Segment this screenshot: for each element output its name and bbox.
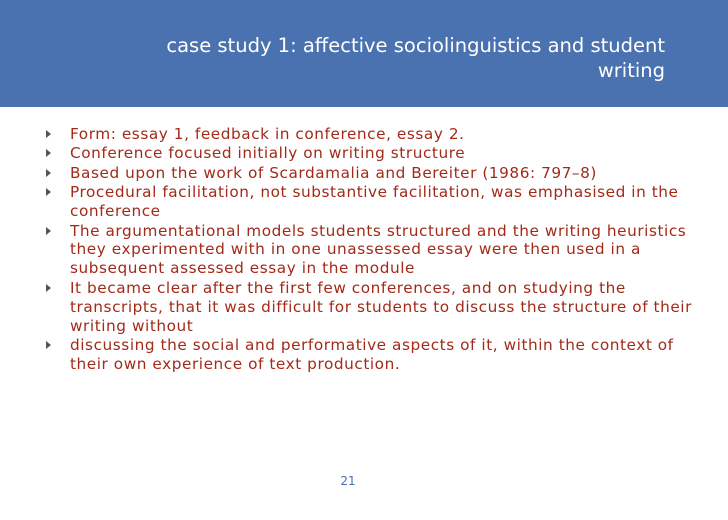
- triangle-right-icon: [46, 169, 51, 177]
- slide-title: case study 1: affective sociolinguistics and student writing: [166, 34, 665, 82]
- bullet-text: discussing the social and performative aspects of it, within the context of their own experience of text production.: [70, 335, 674, 373]
- bullet-item: [40, 336, 700, 374]
- bullet-item: [40, 222, 700, 279]
- bullet-text: The argumentational models students structured and the writing heuristics they experimented with in one unassessed essay were then used in a subsequent assessed essay in the module: [70, 221, 687, 278]
- page-number: 21: [340, 474, 356, 488]
- bullet-item: [40, 144, 700, 163]
- triangle-right-icon: [46, 284, 51, 292]
- bullet-item: [40, 279, 700, 336]
- triangle-right-icon: [46, 341, 51, 349]
- triangle-right-icon: [46, 149, 51, 157]
- bullet-item: [40, 183, 700, 221]
- bullet-text: Based upon the work of Scardamalia and Bereiter (1986: 797–8): [70, 163, 597, 182]
- triangle-right-icon: [46, 188, 51, 196]
- bullet-text: Conference focused initially on writing structure: [70, 144, 466, 163]
- bullet-text: Procedural facilitation, not substantive facilitation, was emphasised in the conference: [70, 183, 679, 221]
- bullet-item: [40, 164, 700, 183]
- triangle-right-icon: [46, 227, 51, 235]
- bullet-list: [40, 125, 700, 374]
- bullet-text: It became clear after the first few conferences, and on studying the transcripts, that it was difficult for students to discuss the structure of their writing without: [70, 278, 692, 335]
- bullet-item: [40, 125, 700, 144]
- slide-title-bar: [0, 0, 728, 107]
- triangle-right-icon: [46, 130, 51, 138]
- bullet-text: Form: essay 1, feedback in conference, essay 2.: [70, 125, 465, 143]
